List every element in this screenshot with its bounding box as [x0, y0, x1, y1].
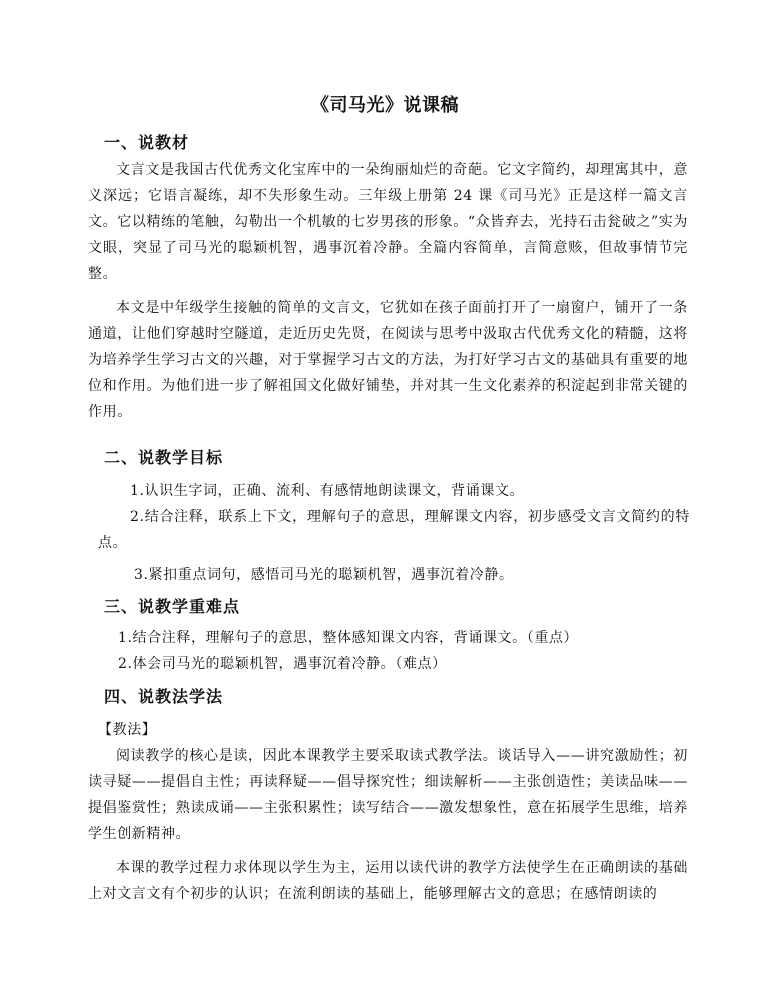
section-heading-methods: 四、说教法学法: [104, 687, 224, 706]
goal-item-2: 2.结合注释，联系上下文，理解句子的意思，理解课文内容，初步感受文言文简约的特点。: [98, 509, 690, 551]
teaching-method-label: 【教法】: [98, 722, 157, 738]
key-point-item-2: 2.体会司马光的聪颖机智，遇事沉着冷静。（难点）: [118, 656, 447, 672]
paragraph-material-1: 文言文是我国古代优秀文化宝库中的一朵绚丽灿烂的奇葩。它文字简约，却理寓其中，意义深远；它语言凝练，却不失形象生动。三年级上册第 24 课《司马光》正是这样一篇文言文。它以精练的笔触，勾勒出一个机敏的七岁男孩的形象。“众皆弃去，光持石击瓮破之”实为文眼，突显了司马光的聪颖机智，遇事沉着冷静。全篇内容简单，言简意赅，但故事情节完整。: [88, 162, 688, 282]
goal-item-3: 3.紧扣重点词句，感悟司马光的聪颖机智，遇事沉着冷静。: [134, 567, 514, 583]
section-heading-teaching-goals: 二、说教学目标: [104, 448, 224, 467]
section-heading-key-points: 三、说教学重难点: [104, 597, 241, 616]
paragraph-methods-1: 阅读教学的核心是读，因此本课教学主要采取读式教学法。谈话导入——讲究激励性；初读寻疑——提倡自主性；再读释疑——倡导探究性；细读解析——主张创造性；美读品味——提倡鉴赏性；熟读成诵——主张积累性；读写结合——激发想象性，意在拓展学生思维，培养学生创新精神。: [88, 748, 688, 842]
goal-item-1: 1.认识生字词，正确、流利、有感情地朗读课文，背诵课文。: [130, 483, 525, 499]
document-title: 《司马光》说课稿: [311, 95, 459, 116]
section-heading-teaching-material: 一、说教材: [104, 133, 190, 152]
paragraph-material-2: 本文是中年级学生接触的简单的文言文，它犹如在孩子面前打开了一扇窗户，铺开了一条通道，让他们穿越时空隧道，走近历史先贤，在阅读与思考中汲取古代优秀文化的精髓，这将为培养学生学习古文的兴趣，对于掌握学习古文的方法，为打好学习古文的基础具有重要的地位和作用。为他们进一步了解祖国文化做好铺垫，并对其一生文化素养的积淀起到非常关键的作用。: [88, 300, 688, 420]
paragraph-methods-2: 本课的教学过程力求体现以学生为主，运用以读代讲的教学方法使学生在正确朗读的基础上对文言文有个初步的认识；在流利朗读的基础上，能够理解古文的意思；在感情朗读的: [88, 860, 688, 902]
key-point-item-1: 1.结合注释，理解句子的意思，整体感知课文内容，背诵课文。（重点）: [118, 630, 579, 646]
